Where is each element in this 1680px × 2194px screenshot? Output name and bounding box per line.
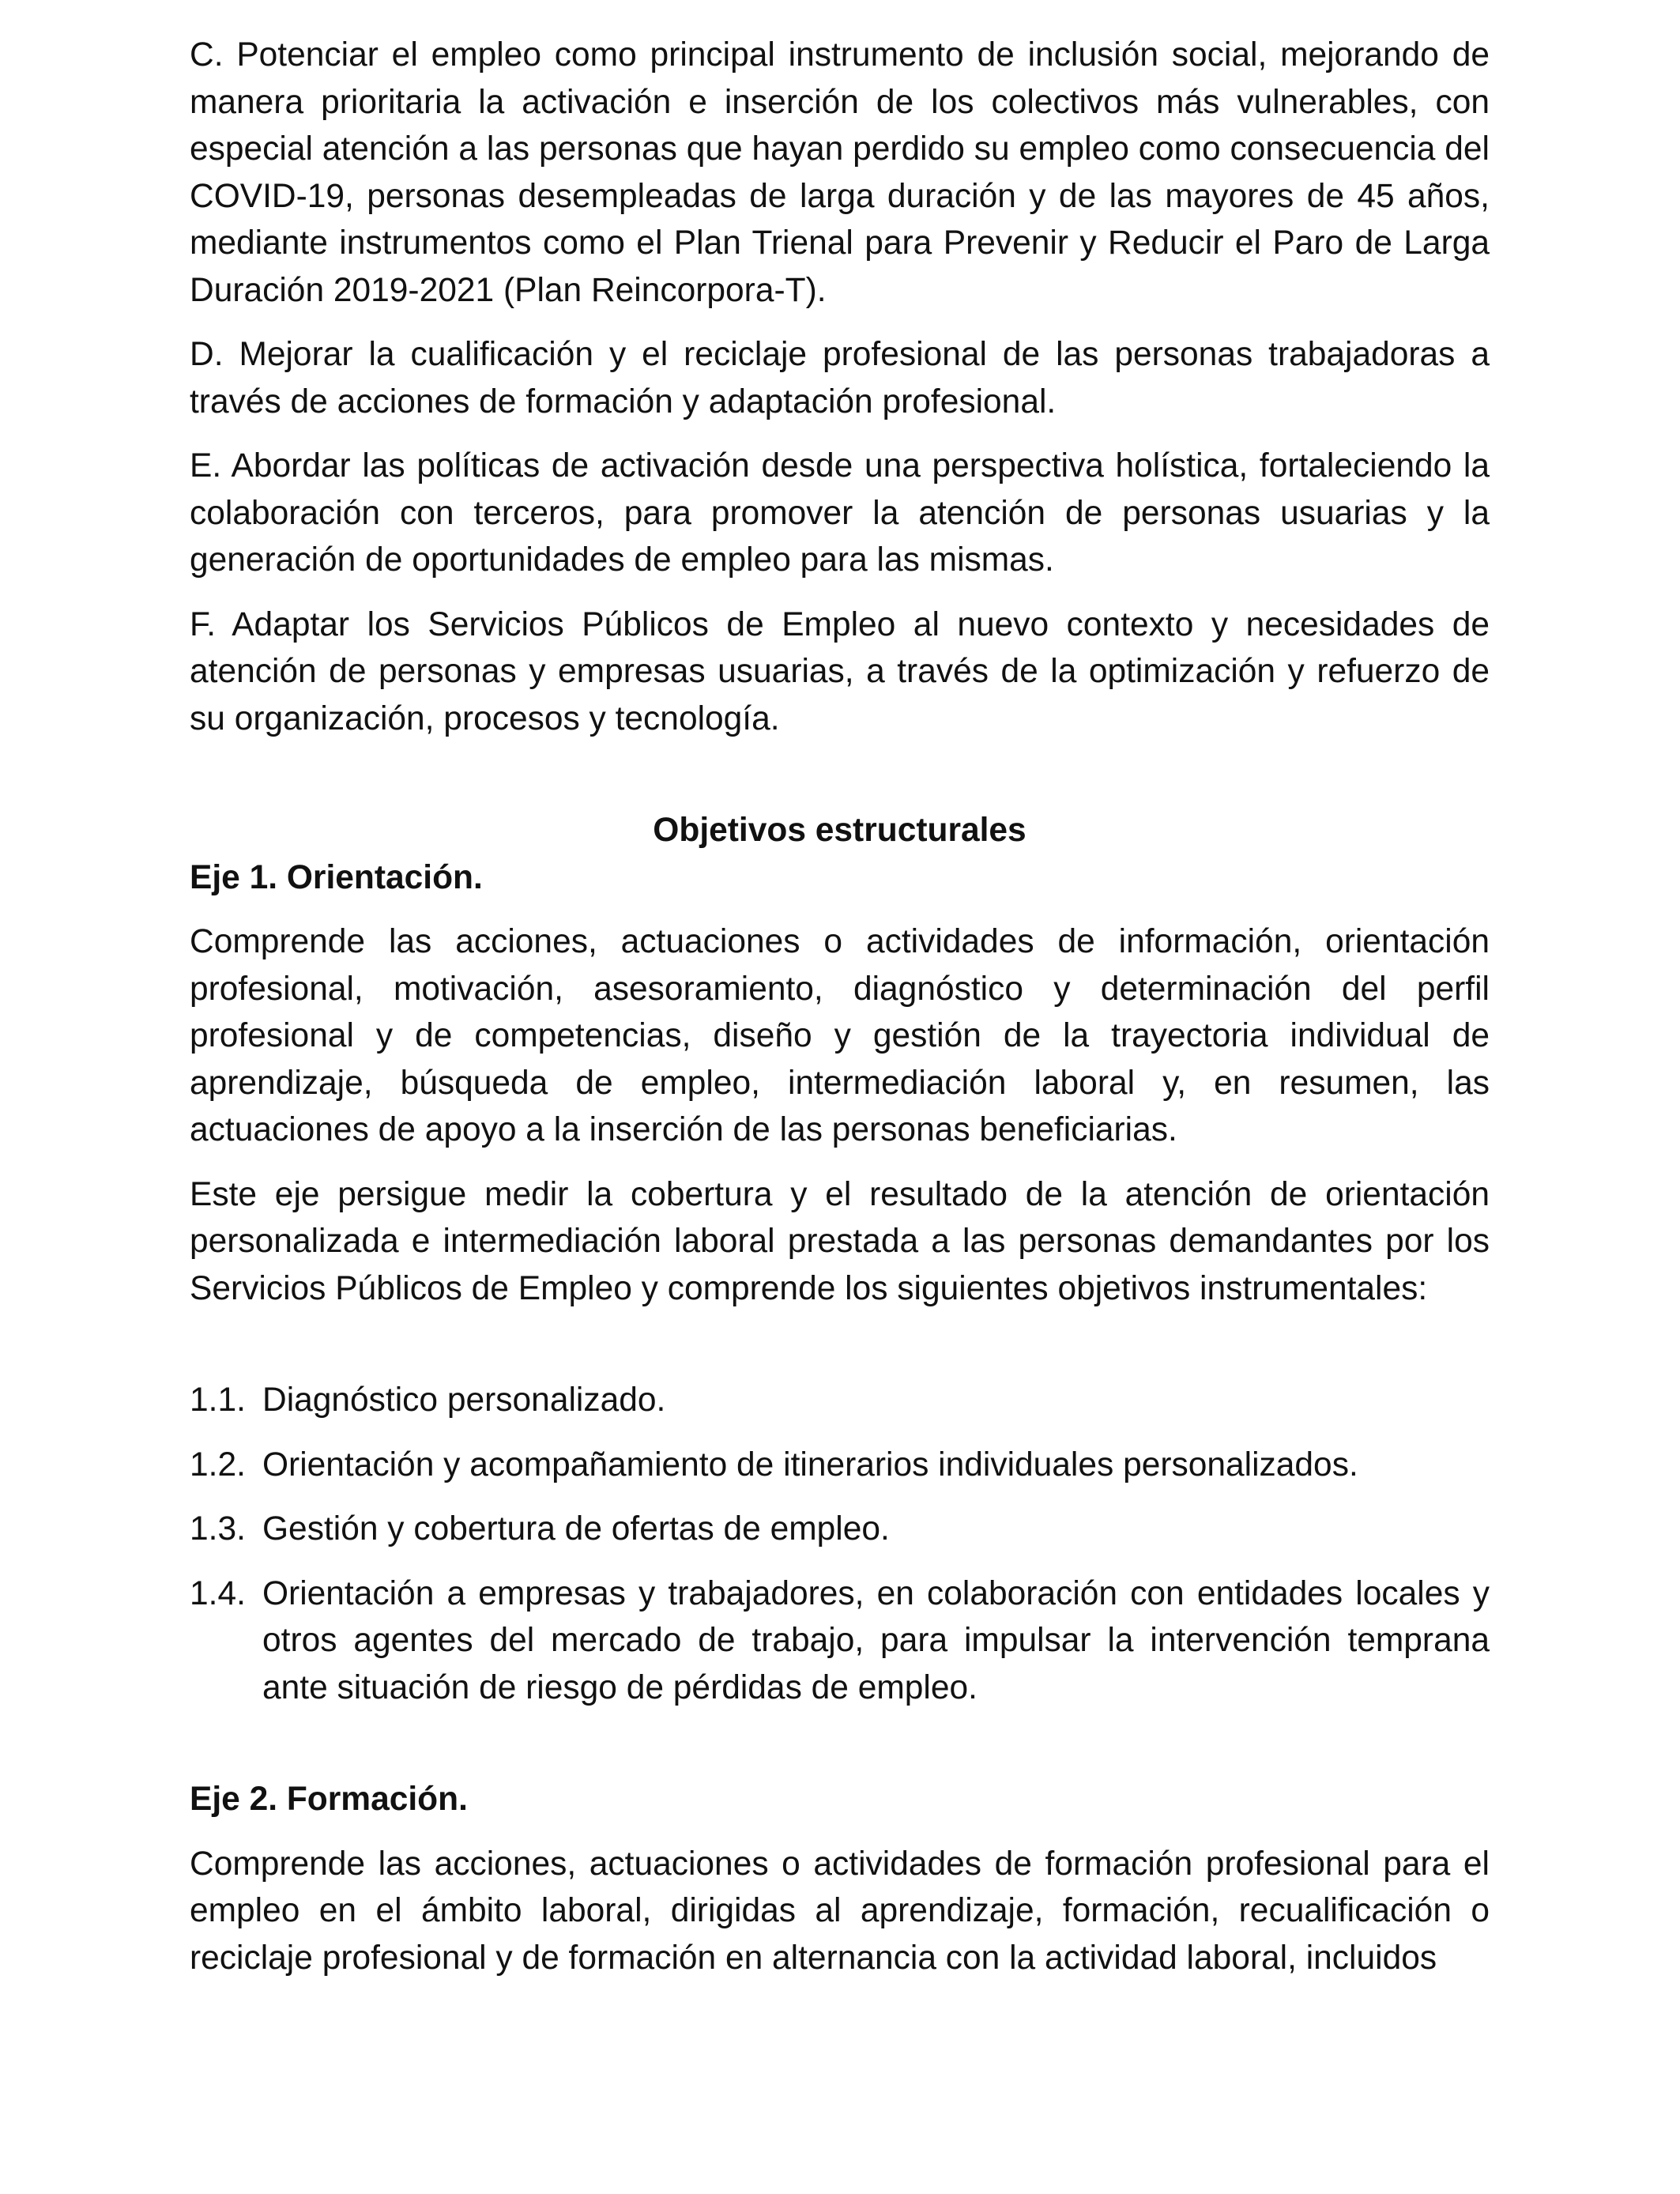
section-title: Objetivos estructurales	[653, 812, 1026, 849]
list-item	[190, 1506, 1490, 1553]
paragraph-objective-d: D. Mejorar la cualificación y el reciclaje profesional de las personas trabajadoras a través de acciones de formación y adaptación profesional.	[190, 336, 1490, 420]
eje1-title: Eje 1. Orientación.	[190, 858, 483, 896]
list-item-number: 1.4.	[190, 1574, 246, 1612]
list-item-number: 1.3.	[190, 1510, 246, 1547]
list-item-text: Diagnóstico personalizado.	[262, 1382, 666, 1419]
list-item-text: Orientación y acompañamiento de itinerarios individuales personalizados.	[262, 1446, 1358, 1483]
eje2-paragraph-1: Comprende las acciones, actuaciones o actividades de formación profesional para el empleo en el ámbito laboral, dirigidas al aprendizaje, formación, recualificación o reciclaje profesional y de formación en alternancia con la actividad laboral, incluidos	[190, 1845, 1490, 1977]
eje1-paragraph-1: Comprende las acciones, actuaciones o actividades de información, orientación profesional, motivación, asesoramiento, diagnóstico y determinación del perfil profesional y de competencias, diseño y gestión de la trayectoria individual de aprendizaje, búsqueda de empleo, intermediación laboral y, en resumen, las actuaciones de apoyo a la inserción de las personas beneficiarias.	[190, 923, 1490, 1148]
paragraph-objective-e: E. Abordar las políticas de activación desde una perspectiva holística, fortaleciendo la colaboración con terceros, para promover la atención de personas usuarias y la generación de oportunidades de empleo para las mismas.	[190, 447, 1490, 579]
spacer	[190, 760, 1490, 807]
list-item-number: 1.2.	[190, 1446, 246, 1483]
list-item	[190, 1570, 1490, 1712]
list-item	[190, 1442, 1490, 1489]
list-item	[190, 1377, 1490, 1424]
spacer	[190, 1728, 1490, 1776]
list-item-number: 1.1.	[190, 1382, 246, 1419]
eje1-objectives-list	[190, 1377, 1490, 1711]
eje2-title: Eje 2. Formación.	[190, 1781, 468, 1818]
paragraph-objective-c: C. Potenciar el empleo como principal instrumento de inclusión social, mejorando de manera prioritaria la activación e inserción de los colectivos más vulnerables, con especial atención a las personas que hayan perdido su empleo como consecuencia del COVID-19, personas desempleadas de larga duración y de las mayores de 45 años, mediante instrumentos como el Plan Trienal para Prevenir y Reducir el Paro de Larga Duración 2019-2021 (Plan Reincorpora-T).	[190, 36, 1490, 309]
list-item-text: Orientación a empresas y trabajadores, en colaboración con entidades locales y otros agentes del mercado de trabajo, para impulsar la intervención temprana ante situación de riesgo de pérdidas de empleo.	[262, 1574, 1490, 1706]
paragraph-objective-f: F. Adaptar los Servicios Públicos de Empleo al nuevo contexto y necesidades de atención de personas y empresas usuarias, a través de la optimización y refuerzo de su organización, procesos y tecnología.	[190, 605, 1490, 737]
eje1-paragraph-2: Este eje persigue medir la cobertura y el resultado de la atención de orientación personalizada e intermediación laboral prestada a las personas demandantes por los Servicios Públicos de Empleo y comprende los siguientes objetivos instrumentales:	[190, 1175, 1490, 1307]
document-page	[190, 32, 1490, 1999]
list-item-text: Gestión y cobertura de ofertas de empleo.	[262, 1510, 890, 1547]
spacer	[190, 1329, 1490, 1377]
